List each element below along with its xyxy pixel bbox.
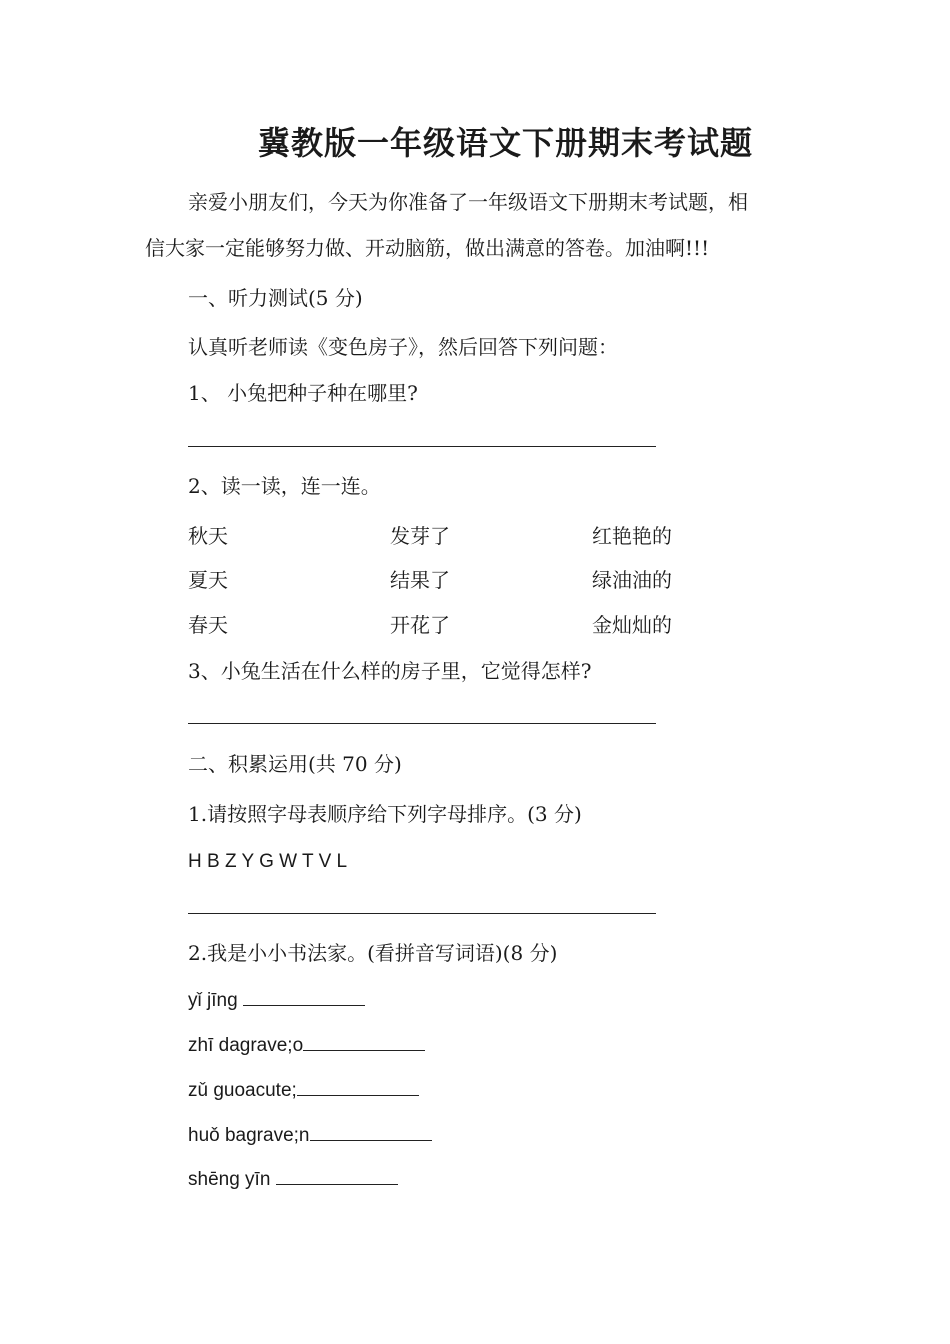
section2-question-1: 1.请按照字母表顺序给下列字母排序。(3 分): [188, 802, 582, 826]
match-season: 夏天: [188, 568, 228, 592]
match-action: 开花了: [390, 613, 450, 637]
pinyin-text: zǔ guoacute;: [188, 1080, 297, 1101]
section1-heading: 一、听力测试(5 分): [188, 286, 363, 310]
pinyin-item: [188, 1166, 398, 1194]
question-1: 1、 小兔把种子种在哪里?: [188, 381, 418, 405]
answer-line: [188, 913, 656, 914]
intro-line-2: 信大家一定能够努力做、开动脑筋，做出满意的答卷。加油啊!!!: [145, 236, 710, 260]
answer-line: [188, 446, 656, 447]
match-action: 发芽了: [390, 524, 450, 548]
intro-line-1: 亲爱小朋友们，今天为你准备了一年级语文下册期末考试题，相: [188, 190, 748, 214]
section1-instruction: 认真听老师读《变色房子》，然后回答下列问题：: [188, 335, 618, 359]
write-blank: [303, 1032, 425, 1051]
match-season: 秋天: [188, 524, 228, 548]
match-season: 春天: [188, 613, 228, 637]
question-2: 2、读一读，连一连。: [188, 474, 381, 498]
section2-heading: 二、积累运用(共 70 分): [188, 752, 402, 776]
letters-to-sort: H B Z Y G W T V L: [188, 851, 348, 872]
question-3: 3、小兔生活在什么样的房子里，它觉得怎样?: [188, 659, 592, 683]
section2-question-2: 2.我是小小书法家。(看拼音写词语)(8 分): [188, 941, 558, 965]
match-color: 红艳艳的: [592, 524, 672, 548]
match-color: 金灿灿的: [592, 613, 672, 637]
pinyin-text: zhī dagrave;o: [188, 1035, 304, 1056]
pinyin-text: yǐ jīng: [188, 990, 243, 1011]
pinyin-text: huǒ bagrave;n: [188, 1125, 310, 1146]
write-blank: [243, 987, 365, 1006]
write-blank: [297, 1077, 419, 1096]
answer-line: [188, 723, 656, 724]
write-blank: [310, 1122, 432, 1141]
pinyin-text: shēng yīn: [188, 1169, 276, 1190]
pinyin-item: [188, 1077, 419, 1105]
match-action: 结果了: [390, 568, 450, 592]
match-color: 绿油油的: [592, 568, 672, 592]
pinyin-item: [188, 1122, 432, 1150]
write-blank: [276, 1166, 398, 1185]
pinyin-item: [188, 1032, 425, 1060]
page-title: 冀教版一年级语文下册期末考试题: [258, 124, 754, 162]
pinyin-item: [188, 987, 365, 1015]
